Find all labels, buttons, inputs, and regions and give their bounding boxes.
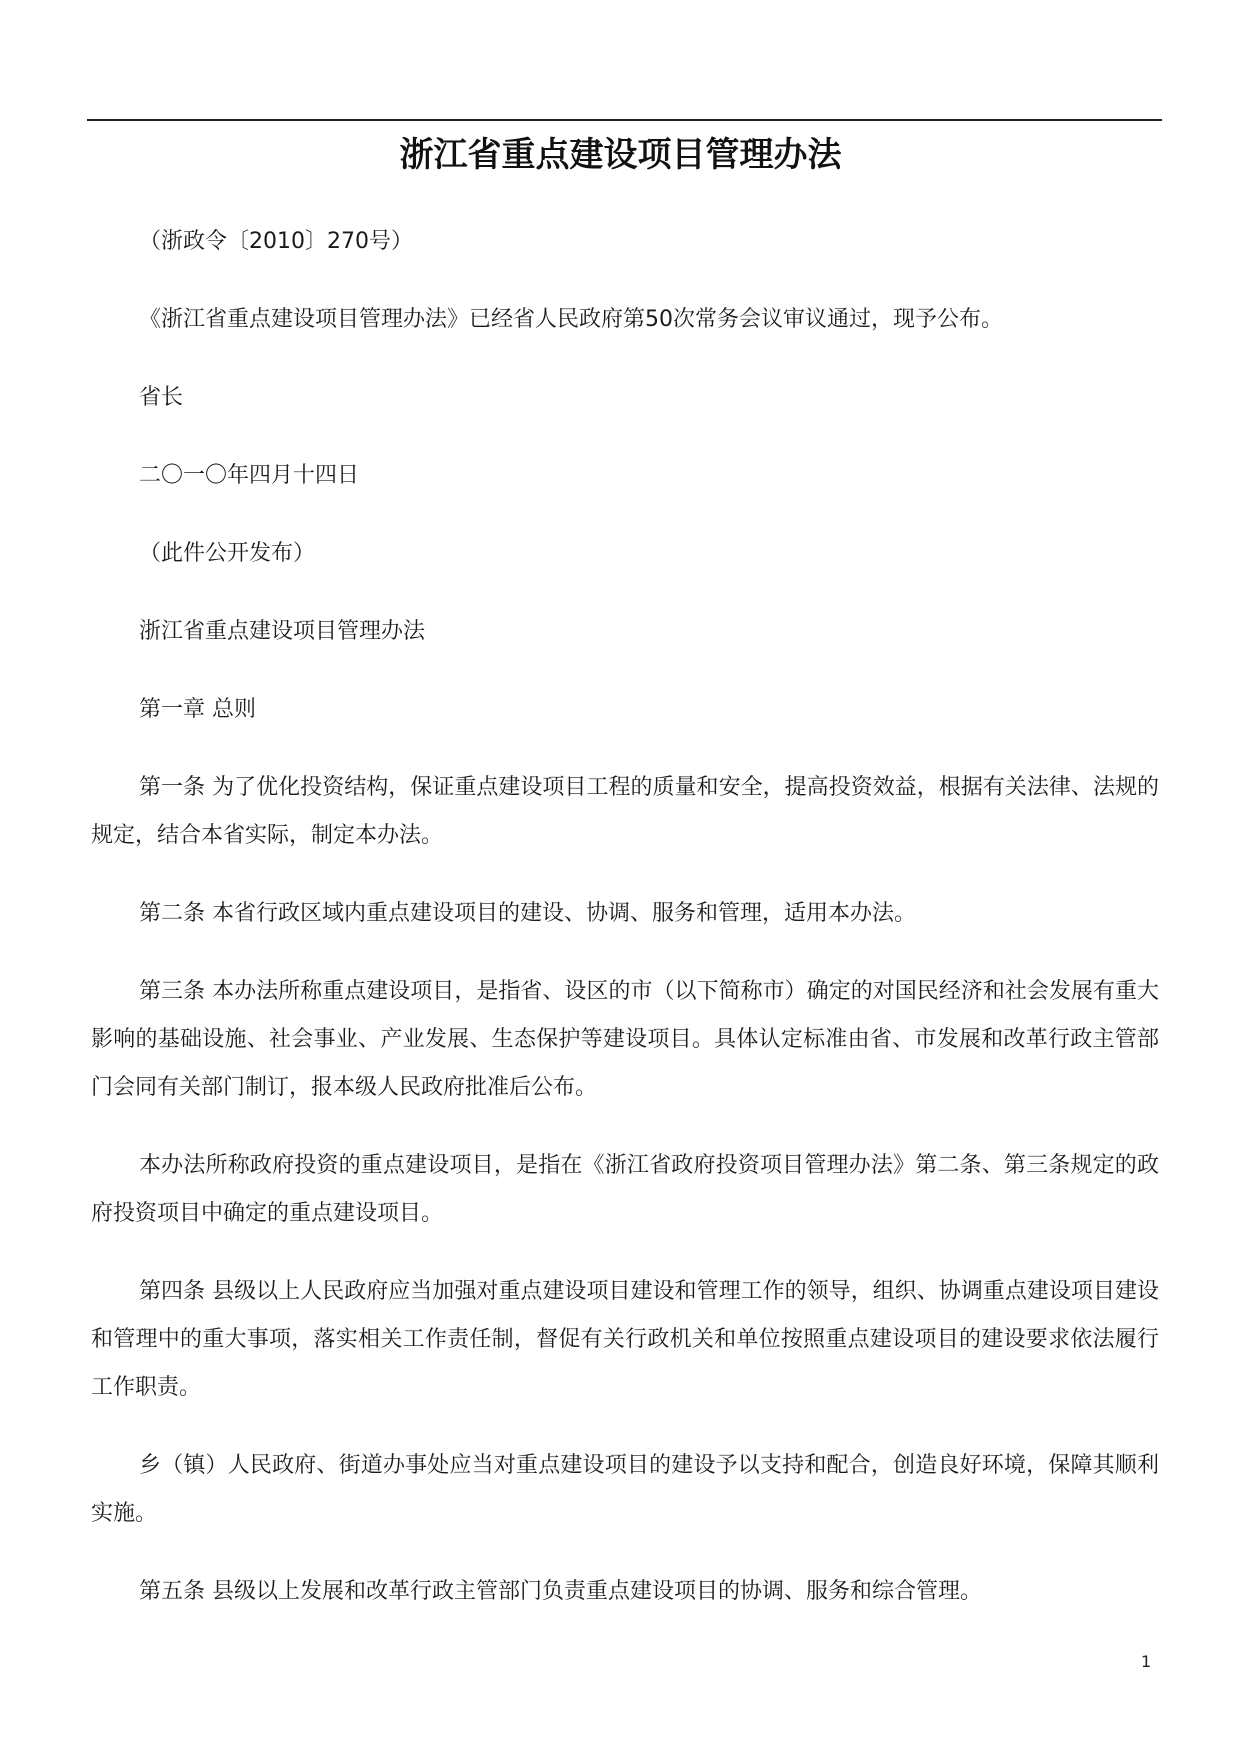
header-rule bbox=[87, 119, 1162, 121]
regulation-name: 浙江省重点建设项目管理办法 bbox=[139, 619, 426, 644]
article-paragraph: 第五条 县级以上发展和改革行政主管部门负责重点建设项目的协调、服务和综合管理。 bbox=[139, 1579, 982, 1604]
article-paragraph: 第二条 本省行政区域内重点建设项目的建设、协调、服务和管理，适用本办法。 bbox=[139, 901, 916, 926]
decree-number: （浙政令〔2010〕270号） bbox=[139, 229, 413, 254]
issue-date: 二〇一〇年四月十四日 bbox=[139, 463, 360, 488]
article-paragraph: 第一条 为了优化投资结构，保证重点建设项目工程的质量和安全，提高投资效益，根据有关法律、法规的规定，结合本省实际，制定本办法。 bbox=[91, 775, 1159, 848]
article-paragraph: 第四条 县级以上人民政府应当加强对重点建设项目建设和管理工作的领导，组织、协调重点建设项目建设和管理中的重大事项，落实相关工作责任制，督促有关行政机关和单位按照重点建设项目的建设要求依法履行工作职责。 bbox=[91, 1279, 1159, 1400]
article-paragraph: 第三条 本办法所称重点建设项目，是指省、设区的市（以下简称市）确定的对国民经济和社会发展有重大影响的基础设施、社会事业、产业发展、生态保护等建设项目。具体认定标准由省、市发展和改革行政主管部门会同有关部门制订，报本级人民政府批准后公布。 bbox=[91, 979, 1159, 1100]
chapter-heading: 第一章 总则 bbox=[139, 697, 256, 722]
document-body bbox=[91, 218, 1159, 1646]
publication-note: （此件公开发布） bbox=[139, 541, 316, 566]
article-paragraph: 乡（镇）人民政府、街道办事处应当对重点建设项目的建设予以支持和配合，创造良好环境，保障其顺利实施。 bbox=[91, 1453, 1159, 1526]
signatory-title: 省长 bbox=[139, 385, 184, 410]
promulgation-statement: 《浙江省重点建设项目管理办法》已经省人民政府第50次常务会议审议通过，现予公布。 bbox=[139, 307, 1003, 332]
article-paragraph: 本办法所称政府投资的重点建设项目，是指在《浙江省政府投资项目管理办法》第二条、第三条规定的政府投资项目中确定的重点建设项目。 bbox=[91, 1153, 1159, 1226]
page-number: 1 bbox=[1141, 1652, 1152, 1671]
document-title: 浙江省重点建设项目管理办法 bbox=[399, 135, 842, 175]
